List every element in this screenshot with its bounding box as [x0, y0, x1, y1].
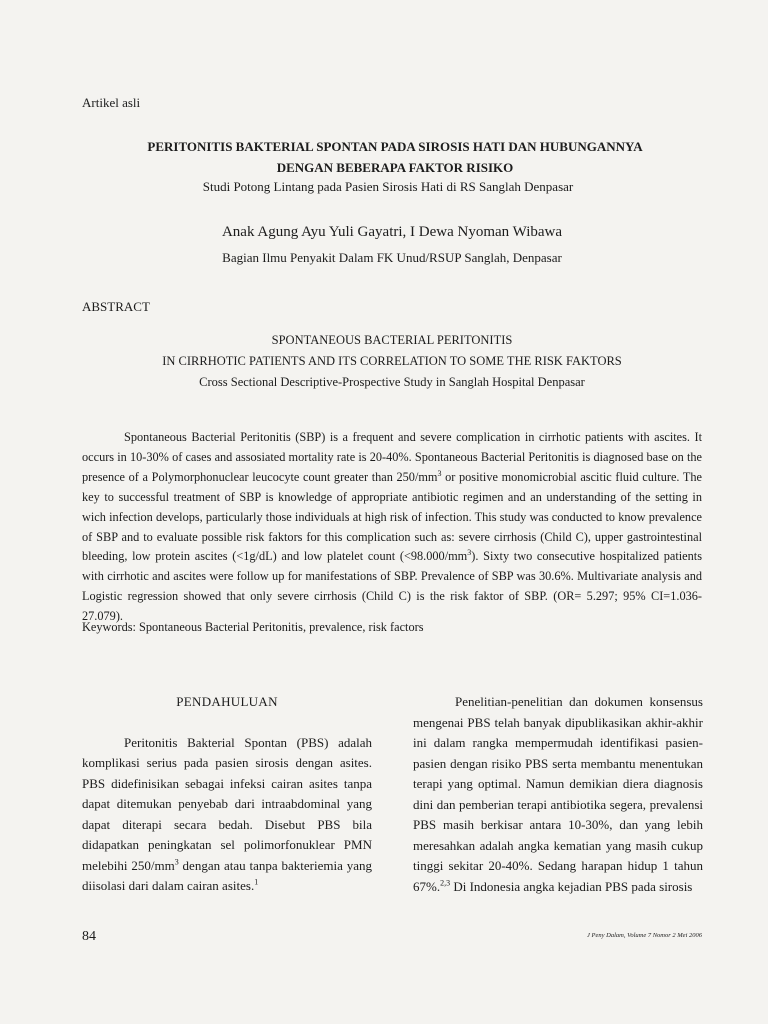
left-column — [82, 692, 372, 897]
right-column — [413, 692, 703, 897]
left-column-paragraph — [82, 733, 372, 897]
abstract-superscript-2: 3 — [467, 548, 472, 558]
abstract-title-line-2: IN CIRRHOTIC PATIENTS AND ITS CORRELATION TO SOME THE RISK FAKTORS — [162, 354, 622, 368]
right-citation-1: 2,3 — [440, 878, 451, 888]
left-paragraph-text-2: dengan atau tanpa bakteriemia yang diisolasi dari dalam cairan asites. — [82, 857, 372, 893]
article-title-line-1: PERITONITIS BAKTERIAL SPONTAN PADA SIROSIS HATI DAN HUBUNGANNYA — [147, 139, 643, 154]
page-number: 84 — [82, 929, 96, 944]
author-list: Anak Agung Ayu Yuli Gayatri, I Dewa Nyoman Wibawa — [221, 224, 563, 240]
abstract-body — [82, 428, 702, 627]
right-column-paragraph — [413, 692, 703, 897]
abstract-heading: ABSTRACT — [82, 299, 150, 314]
abstract-superscript-1: 3 — [437, 468, 442, 478]
article-title-line-2: DENGAN BEBERAPA FAKTOR RISIKO — [276, 160, 514, 175]
abstract-subtitle: Cross Sectional Descriptive-Prospective Study in Sanglah Hospital Denpasar — [199, 375, 585, 389]
article-type-label: Artikel asli — [82, 95, 141, 110]
right-paragraph-text-2: Di Indonesia angka kejadian PBS pada sirosis — [450, 878, 693, 894]
right-paragraph-text-1: Penelitian-penelitian dan dokumen konsensus mengenai PBS telah banyak dipublikasikan akhir-akhir ini dalam rangka mempermudah identifikasi pasien-pasien dengan risiko PBS serta membantu menentukan terapi yang optimal. Namun demikian diera diagnosis dini dan pemberian terapi antibiotika segera, prevalensi PBS masih berkisar antara 10-30%, dan yang lebih meresahkan adalah angka kematian yang masih cukup tinggi sekitar 20-40%. Sedang harapan hidup 1 tahun 67%. — [413, 694, 703, 894]
abstract-title-line-1: SPONTANEOUS BACTERIAL PERITONITIS — [271, 333, 513, 347]
left-superscript-1: 3 — [174, 857, 179, 867]
abstract-body-text-2: or positive monomicrobial ascitic fluid culture. The key to successful treatment of SBP is knowledge of appropriate antibiotic regimen and an understanding of the setting in wich infection develops, particularly those individuals at high risk of infection. This study was conducted to know prevalence of SBP and to evaluate possible risk faktors for this complication such as: severe cirrhosis (Child C), upper gastrointestinal bleeding, low protein ascites (<1g/dL) and low platelet count (<98.000/mm — [82, 469, 703, 564]
keywords: Keywords: Spontaneous Bacterial Peritonitis, prevalence, risk factors — [82, 620, 424, 634]
left-paragraph-text-1: Peritonitis Bakterial Spontan (PBS) adalah komplikasi serius pada pasien sirosis dengan asites. PBS didefinisikan sebagai infeksi cairan asites tanpa dapat ditemukan penyebab dari intraabdominal yang dapat diterapi secara bedah. Disebut PBS bila didapatkan peningkatan sel polimorfonuklear PMN melebihi 250/mm — [82, 734, 372, 873]
journal-citation-footer: J Peny Dalam, Volume 7 Nomor 2 Mei 2006 — [587, 932, 702, 939]
author-affiliation: Bagian Ilmu Penyakit Dalam FK Unud/RSUP Sanglah, Denpasar — [222, 250, 562, 265]
abstract-body-text-1: Spontaneous Bacterial Peritonitis (SBP) is a frequent and severe complication in cirrhotic patients with ascites. It occurs in 10-30% of cases and assosiated mortality rate is 20-40%. Spontaneous Bacterial Peritonitis is diagnosed base on the presence of a Polymorphonuclear leucocyte count greater than 250/mm — [82, 430, 702, 484]
section-heading-pendahuluan: PENDAHULUAN — [176, 694, 278, 709]
article-subtitle: Studi Potong Lintang pada Pasien Sirosis Hati di RS Sanglah Denpasar — [202, 179, 574, 194]
abstract-body-text-3: ). Sixty two consecutive hospitalized patients with cirrhotic and ascites were follow up for manifestations of SBP. Prevalence of SBP was 30.6%. Multivariate analysis and Logistic regression showed that only severe cirrhosis (Child C) is the risk faktor of SBP. (OR= 5.297; 95% CI=1.036-27.079). — [82, 549, 702, 624]
left-citation-1: 1 — [254, 877, 259, 887]
